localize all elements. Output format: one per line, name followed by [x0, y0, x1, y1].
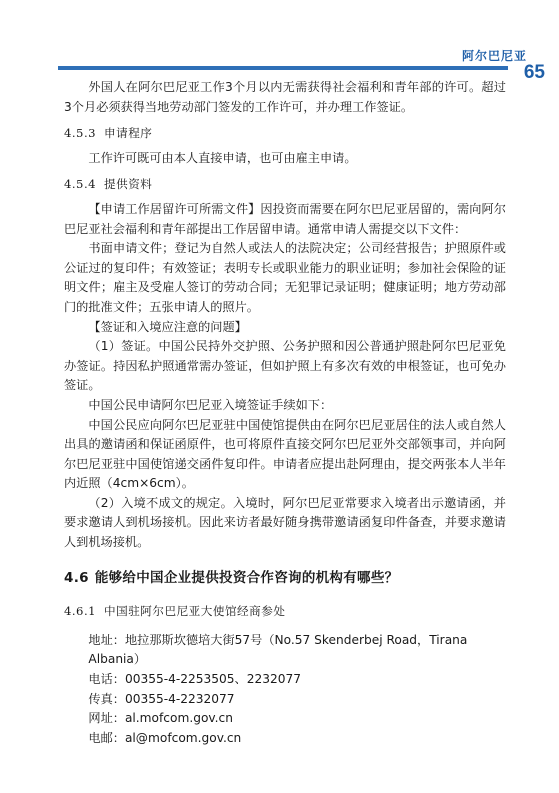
- header-rule: [58, 66, 508, 70]
- section-title: 申请程序: [104, 126, 153, 141]
- section-heading-4-5-4: [64, 175, 506, 195]
- intro-paragraph: 外国人在阿尔巴尼亚工作3个月以内无需获得社会福利和青年部的许可。超过3个月必须获得当地劳动部门签发的工作许可，并办理工作签证。: [64, 80, 506, 114]
- embassy-phone: 电话：00355-4-2253505、2232077: [88, 672, 302, 687]
- visa-notes-heading: 【签证和入境应注意的问题】: [88, 319, 247, 334]
- page-number: 65: [523, 62, 545, 83]
- section-number: 4.6: [64, 569, 89, 586]
- visa-paragraph: （1）签证。中国公民持外交护照、公务护照和因公普通护照赴阿尔巴尼亚免办签证。持因私护照通常需办签证，但如护照上有多次有效的申根签证，也可免办签证。: [64, 339, 506, 393]
- page-body: [64, 78, 506, 748]
- embassy-address: 地址：地拉那斯坎德培大街57号（No.57 Skenderbej Road，Tirana Albania）: [88, 632, 468, 667]
- section-number: 4.6.1: [64, 604, 96, 619]
- section-title: 中国驻阿尔巴尼亚大使馆经商参处: [104, 604, 286, 619]
- visa-procedure-paragraph: 中国公民应向阿尔巴尼亚驻中国使馆提供由在阿尔巴尼亚居住的法人或自然人出具的邀请函和保证函原件，也可将原件直接交阿尔巴尼亚外交部领事司，并向阿尔巴尼亚驻中国使馆递交函件复印件。申请者应提出赴阿理由，提交两张本人半年内近照（4cm×6cm）。: [64, 417, 506, 491]
- section-number: 4.5.3: [64, 126, 96, 141]
- required-documents-paragraph: 【申请工作居留许可所需文件】因投资而需要在阿尔巴尼亚居留的，需向阿尔巴尼亚社会福利和青年部提出工作居留申请。通常申请人需提交以下文件：: [64, 201, 506, 236]
- running-header-title: 阿尔巴尼亚: [461, 49, 527, 63]
- application-procedure-paragraph: 工作许可既可由本人直接申请，也可由雇主申请。: [88, 150, 357, 165]
- embassy-fax: 传真：00355-4-2232077: [88, 691, 235, 706]
- documents-list-paragraph: 书面申请文件；登记为自然人或法人的法院决定；公司经营报告；护照原件或公证过的复印件；有效签证；表明专长或职业能力的职业证明；参加社会保险的证明文件；雇主及受雇人签订的劳动合同；无犯罪记录证明；健康证明；地方劳动部门的批准文件；五张申请人的照片。: [64, 241, 506, 314]
- section-heading-4-5-3: [64, 124, 506, 144]
- section-number: 4.5.4: [64, 177, 96, 192]
- visa-procedure-intro: 中国公民申请阿尔巴尼亚入境签证手续如下：: [88, 397, 333, 412]
- section-heading-4-6-1: [64, 602, 506, 622]
- entry-rules-paragraph: （2）入境不成文的规定。入境时，阿尔巴尼亚常要求入境者出示邀请函，并要求邀请人到机场接机。因此来访者最好随身携带邀请函复印件备查，并要求邀请人到机场接机。: [64, 495, 506, 550]
- section-heading-4-6: [64, 569, 506, 589]
- section-title: 能够给中国企业提供投资合作咨询的机构有哪些？: [94, 569, 399, 586]
- section-title: 提供资料: [104, 177, 153, 192]
- embassy-email-link[interactable]: 电邮：al@mofcom.gov.cn: [88, 730, 242, 745]
- embassy-website-link[interactable]: 网址：al.mofcom.gov.cn: [88, 711, 233, 726]
